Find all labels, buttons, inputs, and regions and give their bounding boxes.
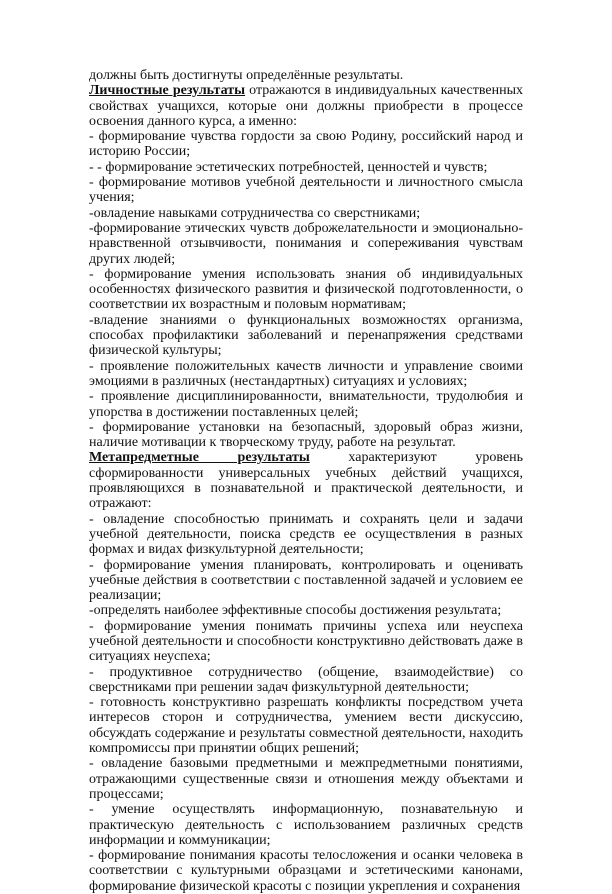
personal-results-title: Личностные результаты [89, 83, 246, 99]
personal-item: - формирование чувства гордости за свою Родину, российский народ и историю России; [89, 129, 523, 160]
intro-line: должны быть достигнуты определённые результаты. [89, 68, 404, 83]
meta-item: - умение осуществлять информационную, познавательную и практическую деятельность с использованием различных средств информации и коммуникации; [89, 802, 523, 848]
meta-item: - формирование умения планировать, контролировать и оценивать учебные действия в соответствии с поставленной задачей и условием ее реализации; [89, 557, 523, 604]
meta-results-lead: характеризуют уровень сформированности универсальных учебных действий учащихся, проявляющихся в познавательной и практической деятельности, и отражают: [89, 450, 524, 512]
meta-results-heading [89, 450, 523, 511]
meta-item: - овладение базовыми предметными и межпредметными понятиями, отражающими существенные связи и отношения между объектами и процессами; [89, 756, 523, 802]
personal-item: - - формирование эстетических потребностей, ценностей и чувств; [89, 159, 488, 175]
personal-item: - формирование умения использовать знания об индивидуальных особенностях физического развития и физической подготовленности, о соответствии их возрастным и половым нормативам; [89, 266, 523, 313]
meta-item: - формирование понимания красоты телосложения и осанки человека в соответствии с культурными образцами и эстетическими канонами, формирование физической красоты с позиции укрепления и сохранения [89, 848, 523, 894]
meta-results-title: Метапредметные результаты [89, 450, 310, 466]
meta-item: -определять наиболее эффективные способы достижения результата; [89, 603, 502, 619]
meta-item: - готовность конструктивно разрешать конфликты посредством учета интересов сторон и сотрудничества, умением вести дискуссию, обсуждать содержание и результаты совместной деятельности, находить компромиссы при принятии общих решений; [89, 695, 523, 757]
meta-item: - овладение способностью принимать и сохранять цели и задачи учебной деятельности, поиска средств ее осуществления в разных формах и видах физкультурной деятельности; [89, 511, 523, 558]
personal-results-heading [89, 83, 523, 129]
personal-item: -владение знаниями о функциональных возможностях организма, способах профилактики заболеваний и перенапряжения средствами физической культуры; [89, 312, 523, 359]
personal-results-lead: отражаются в индивидуальных качественных свойствах учащихся, которые они должны приобрести в процессе освоения данного курса, а именно: [89, 83, 524, 129]
meta-item: - формирование умения понимать причины успеха или неуспеха учебной деятельности и способности конструктивно действовать даже в ситуациях неуспеха; [89, 618, 523, 665]
personal-item: - формирование мотивов учебной деятельности и личностного смысла учения; [89, 175, 523, 206]
personal-item: - формирование установки на безопасный, здоровый образ жизни, наличие мотивации к творческому труду, работе на результат. [89, 419, 523, 451]
personal-item: - проявление положительных качеств личности и управление своими эмоциями в различных (нестандартных) ситуациях и условиях; [89, 358, 523, 389]
document-page [89, 68, 523, 894]
personal-item: - проявление дисциплинированности, внимательности, трудолюбия и упорства в достижении поставленных целей; [89, 389, 523, 420]
personal-item: -формирование этических чувств доброжелательности и эмоционально-нравственной отзывчивости, понимания и сопереживания чувствам других людей; [89, 220, 523, 267]
personal-item: -овладение навыками сотрудничества со сверстниками; [89, 205, 421, 221]
meta-item: - продуктивное сотрудничество (общение, взаимодействие) со сверстниками при решении задач физкультурной деятельности; [89, 664, 523, 695]
